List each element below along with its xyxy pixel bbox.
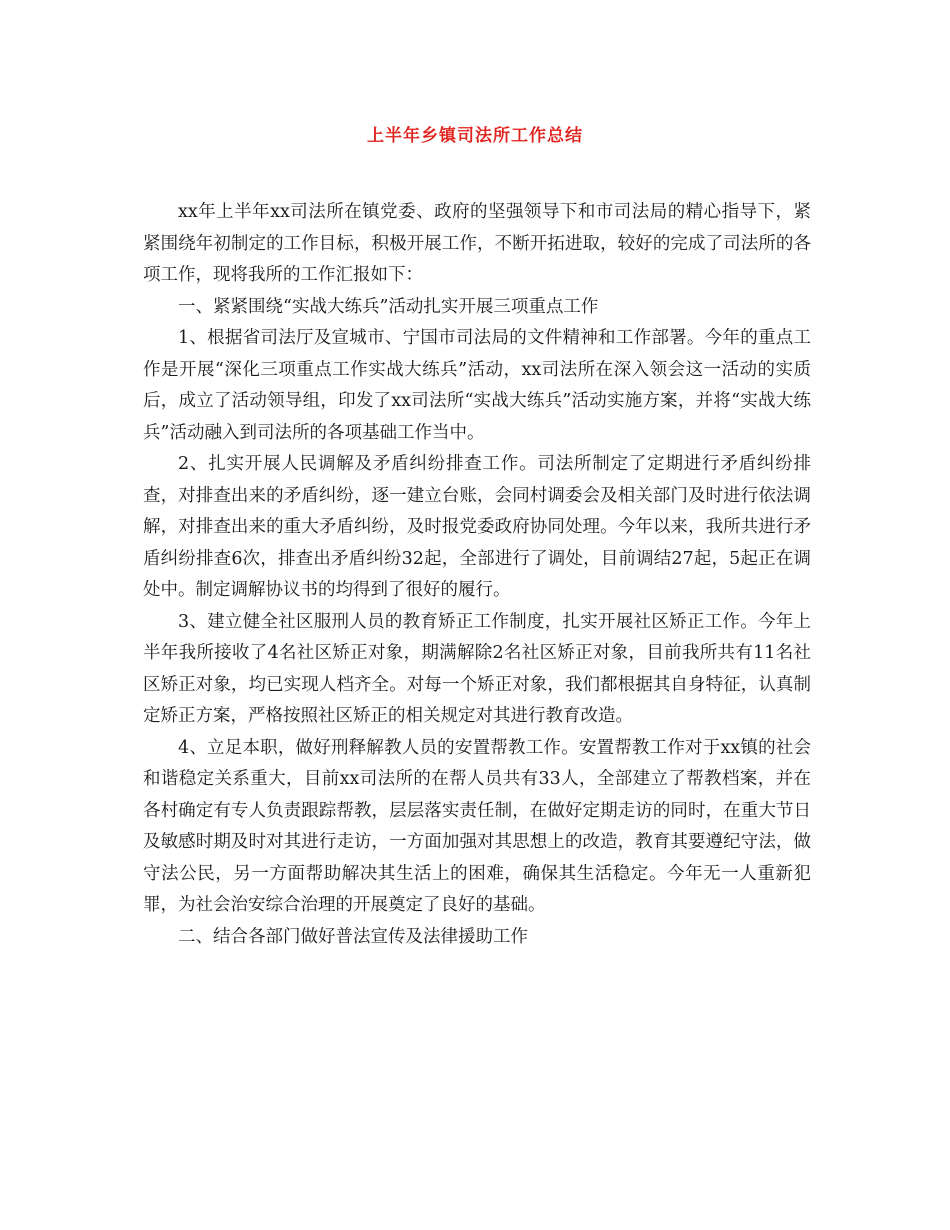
- heading-section-2: 二、结合各部门做好普法宣传及法律援助工作: [178, 926, 528, 947]
- paragraph-item-4: 4、立足本职，做好刑释解教人员的安置帮教工作。安置帮教工作对于xx镇的社会和谐稳定关系重大，目前xx司法所的在帮人员共有33人，全部建立了帮教档案，并在各村确定有专人负责跟踪帮教，层层落实责任制，在做好定期走访的同时，在重大节日及敏感时期及时对其进行走访，一方面加强对其思想上的改造，教育其要遵纪守法，做守法公民，另一方面帮助解决其生活上的困难，确保其生活稳定。今年无一人重新犯罪，为社会治安综合治理的开展奠定了良好的基础。: [143, 737, 811, 915]
- heading-section-1: 一、紧紧围绕“实战大练兵”活动扎实开展三项重点工作: [178, 296, 599, 317]
- document-title: 上半年乡镇司法所工作总结: [367, 126, 583, 146]
- document-body: [143, 197, 811, 953]
- paragraph-item-1: 1、根据省司法厅及宣城市、宁国市司法局的文件精神和工作部署。今年的重点工作是开展“深化三项重点工作实战大练兵”活动，xx司法所在深入领会这一活动的实质后，成立了活动领导组，印发了xx司法所“实战大练兵”活动实施方案，并将“实战大练兵”活动融入到司法所的各项基础工作当中。: [143, 328, 811, 443]
- paragraph-item-2: 2、扎实开展人民调解及矛盾纠纷排查工作。司法所制定了定期进行矛盾纠纷排查，对排查出来的矛盾纠纷，逐一建立台账，会同村调委会及相关部门及时进行依法调解，对排查出来的重大矛盾纠纷，及时报党委政府协同处理。今年以来，我所共进行矛盾纠纷排查6次，排查出矛盾纠纷32起，全部进行了调处，目前调结27起，5起正在调处中。制定调解协议书的均得到了很好的履行。: [143, 454, 811, 600]
- paragraph-item-3: 3、建立健全社区服刑人员的教育矫正工作制度，扎实开展社区矫正工作。今年上半年我所接收了4名社区矫正对象，期满解除2名社区矫正对象，目前我所共有11名社区矫正对象，均已实现人档齐全。对每一个矫正对象，我们都根据其自身特征，认真制定矫正方案，严格按照社区矫正的相关规定对其进行教育改造。: [143, 611, 811, 726]
- paragraph-intro: xx年上半年xx司法所在镇党委、政府的坚强领导下和市司法局的精心指导下，紧紧围绕年初制定的工作目标，积极开展工作，不断开拓进取，较好的完成了司法所的各项工作，现将我所的工作汇报如下：: [143, 202, 811, 285]
